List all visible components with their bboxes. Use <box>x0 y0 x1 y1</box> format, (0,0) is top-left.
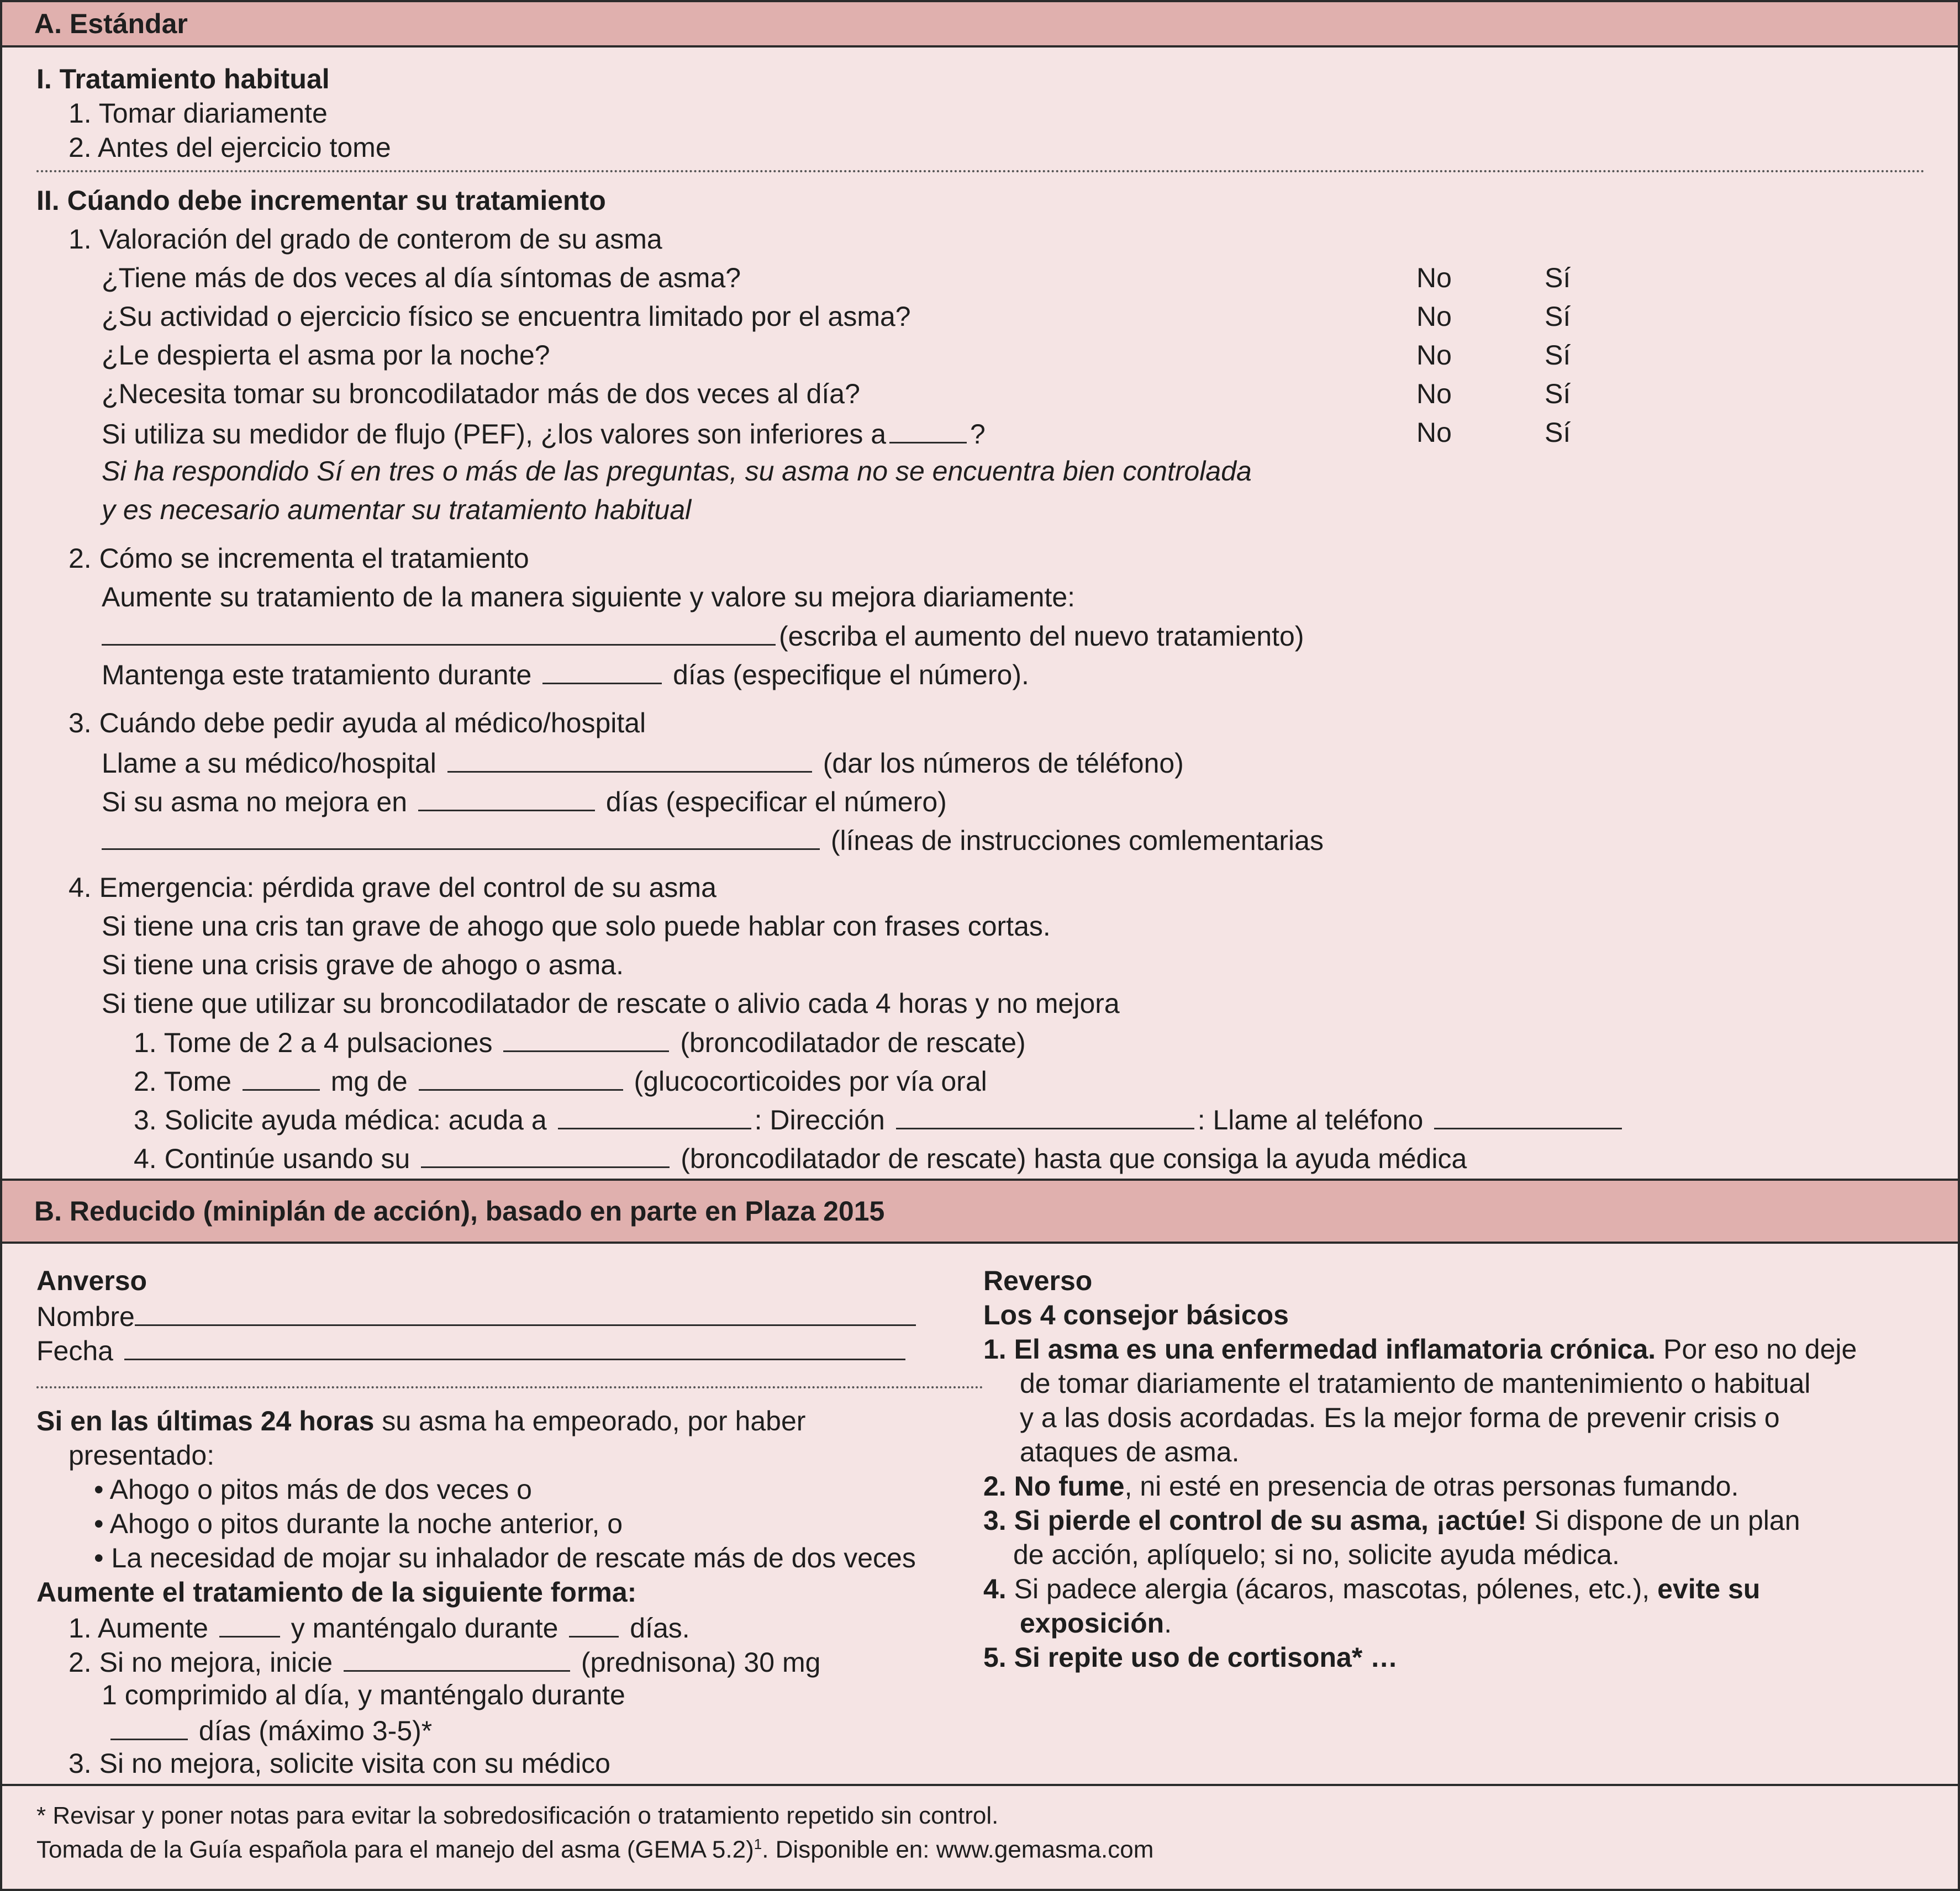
reduced-step-1 <box>69 1613 690 1642</box>
increase-line-1: Aumente su tratamiento de la manera siguiente y valore su mejora diariamente: <box>102 582 1076 612</box>
footer-source <box>36 1837 1153 1862</box>
help-line-2-end: días (especificar el número) <box>605 786 947 817</box>
dotted-divider <box>36 170 1926 172</box>
advice-1-line-3: y a las dosis acordadas. Es la mejor forma de prevenir crisis o <box>1020 1402 1780 1433</box>
reduced-step-3: 3. Si no mejora, solicite visita con su médico <box>69 1748 610 1779</box>
days-blank[interactable] <box>542 659 662 684</box>
help-line-1 <box>102 748 1184 777</box>
question-5 <box>102 419 986 448</box>
name-blank[interactable] <box>135 1301 916 1326</box>
answer-si-4[interactable]: Sí <box>1545 378 1571 409</box>
reduced-step-2 <box>69 1647 820 1676</box>
answer-si-1[interactable]: Sí <box>1545 262 1571 293</box>
date-label: Fecha <box>36 1335 113 1366</box>
advice-2-bold: 2. No fume <box>983 1471 1125 1502</box>
back-title: Reverso <box>983 1265 1093 1296</box>
part-i-item-1: 1. Tomar diariamente <box>69 98 328 129</box>
address-blank[interactable] <box>896 1105 1194 1129</box>
emergency-step-2-end: (glucocorticoides por vía oral <box>634 1066 987 1097</box>
reduced-step-1-mid: y manténgalo durante <box>291 1613 559 1644</box>
answer-no-3[interactable]: No <box>1416 340 1452 371</box>
emergency-phone-blank[interactable] <box>1434 1105 1622 1129</box>
reduced-step-2-end: (prednisona) 30 mg <box>581 1647 821 1678</box>
place-blank[interactable] <box>558 1105 751 1129</box>
increase-blank[interactable] <box>219 1613 280 1638</box>
instructions-blank[interactable] <box>102 825 820 850</box>
help-title: 3. Cuándo debe pedir ayuda al médico/hospital <box>69 707 646 738</box>
increase-line-2 <box>102 621 1304 650</box>
reduced-step-2-text: 2. Si no mejora, inicie <box>69 1647 333 1678</box>
emergency-line-2: Si tiene una crisis grave de ahogo o asma. <box>102 949 624 980</box>
help-line-2 <box>102 786 947 816</box>
dotted-divider-b <box>36 1386 983 1388</box>
emergency-title: 4. Emergencia: pérdida grave del control de su asma <box>69 872 716 903</box>
increase-line-2-text: (escriba el aumento del nuevo tratamiento) <box>779 621 1304 652</box>
name-label: Nombre <box>36 1301 135 1332</box>
section-b-header <box>2 1179 1958 1244</box>
footer-superscript: 1 <box>754 1836 762 1852</box>
worsening-intro <box>36 1407 805 1435</box>
advice-1-line-4: ataques de asma. <box>1020 1436 1240 1467</box>
emergency-step-2-mid: mg de <box>330 1066 408 1097</box>
advice-4-rest: Si padece alergia (ácaros, mascotas, pólenes, etc.), <box>1014 1573 1650 1604</box>
worsening-intro-bold: Si en las últimas 24 horas <box>36 1406 375 1436</box>
help-days-blank[interactable] <box>418 786 595 811</box>
max-days-blank[interactable] <box>110 1715 188 1740</box>
pef-blank[interactable] <box>889 419 967 443</box>
mg-blank[interactable] <box>243 1066 320 1091</box>
question-4: ¿Necesita tomar su broncodilatador más de dos veces al día? <box>102 378 860 409</box>
help-line-1-end: (dar los números de téléfono) <box>823 748 1184 779</box>
advice-3-rest: Si dispone de un plan <box>1534 1505 1800 1536</box>
emergency-line-1: Si tiene una cris tan grave de ahogo que solo puede hablar con frases cortas. <box>102 911 1051 942</box>
assessment-note-2: y es necesario aumentar su tratamiento habitual <box>102 494 692 525</box>
answer-no-4[interactable]: No <box>1416 378 1452 409</box>
emergency-step-1 <box>134 1027 1026 1057</box>
worsening-intro-rest: su asma ha empeorado, por haber <box>382 1406 806 1436</box>
answer-si-5[interactable]: Sí <box>1545 417 1571 448</box>
increase-line-3 <box>102 659 1029 689</box>
advice-3-line-2: de acción, aplíquelo; si no, solicite ayuda médica. <box>1013 1539 1620 1570</box>
advice-5: 5. Si repite uso de cortisona* … <box>983 1642 1398 1673</box>
increase-treatment-title: Aumente el tratamiento de la siguiente forma: <box>36 1577 637 1608</box>
answer-no-2[interactable]: No <box>1416 301 1452 332</box>
reduced-step-1-end: días. <box>630 1613 690 1644</box>
front-title: Anverso <box>36 1265 147 1296</box>
advice-4-number: 4. <box>983 1573 1007 1604</box>
emergency-step-2-text: 2. Tome <box>134 1066 231 1097</box>
section-b-title: B. Reducido (miniplán de acción), basado en parte en Plaza 2015 <box>34 1196 885 1227</box>
emergency-step-3-text: 3. Solicite ayuda médica: acuda a <box>134 1105 547 1135</box>
advice-2 <box>983 1472 1738 1500</box>
footer-source-text: Tomada de la Guía española para el manejo del asma (GEMA 5.2) <box>36 1836 754 1863</box>
rescue-blank[interactable] <box>421 1143 670 1168</box>
advice-title: Los 4 consejor básicos <box>983 1300 1289 1330</box>
reduced-step-2-line-3 <box>110 1715 432 1745</box>
symptom-bullet-3: • La necesidad de mojar su inhalador de rescate más de dos veces <box>94 1543 916 1573</box>
part-i-title: I. Tratamiento habitual <box>36 64 330 94</box>
corticoid-blank[interactable] <box>419 1066 623 1091</box>
answer-si-3[interactable]: Sí <box>1545 340 1571 371</box>
assessment-note-1: Si ha respondido Sí en tres o más de las preguntas, su asma no se encuentra bien controlada <box>102 456 1252 487</box>
symptom-bullet-1: • Ahogo o pitos más de dos veces o <box>94 1474 532 1505</box>
emergency-step-4-end: (broncodilatador de rescate) hasta que consiga la ayuda médica <box>681 1143 1467 1174</box>
advice-3-bold: 3. Si pierde el control de su asma, ¡actúe! <box>983 1505 1527 1536</box>
footer-note: * Revisar y poner notas para evitar la sobredosificación o tratamiento repetido sin control. <box>36 1802 999 1829</box>
increase-title: 2. Cómo se incrementa el tratamiento <box>69 543 529 574</box>
advice-2-rest: , ni esté en presencia de otras personas fumando. <box>1124 1471 1739 1502</box>
section-a-title: A. Estándar <box>34 8 188 39</box>
reduced-step-2-line-2: 1 comprimido al día, y manténgalo durante <box>102 1679 625 1710</box>
answer-no-5[interactable]: No <box>1416 417 1452 448</box>
emergency-step-3 <box>134 1105 1625 1134</box>
advice-1-line-2: de tomar diariamente el tratamiento de mantenimiento o habitual <box>1020 1368 1811 1399</box>
emergency-step-4-text: 4. Continúe usando su <box>134 1143 410 1174</box>
advice-3 <box>983 1507 1800 1534</box>
reduced-step-1-text: 1. Aumente <box>69 1613 208 1644</box>
advice-4-line-2 <box>1020 1609 1172 1637</box>
question-5-mark: ? <box>970 419 986 450</box>
emergency-step-3-mid: : Dirección <box>754 1105 885 1135</box>
name-field <box>36 1301 919 1330</box>
emergency-step-1-text: 1. Tome de 2 a 4 pulsaciones <box>134 1027 493 1058</box>
date-field <box>36 1335 909 1365</box>
emergency-line-3: Si tiene que utilizar su broncodilatador de rescate o alivio cada 4 horas y no mejora <box>102 988 1120 1019</box>
new-treatment-blank[interactable] <box>102 621 776 646</box>
phone-blank[interactable] <box>447 748 812 773</box>
emergency-step-2 <box>134 1066 987 1095</box>
advice-1-rest: Por eso no deje <box>1663 1334 1857 1365</box>
question-2: ¿Su actividad o ejercicio físico se encuentra limitado por el asma? <box>102 301 911 332</box>
reduced-step-2-days: días (máximo 3-5)* <box>198 1715 433 1746</box>
advice-1-bold: 1. El asma es una enfermedad inflamatoria crónica. <box>983 1334 1656 1365</box>
help-line-2-text: Si su asma no mejora en <box>102 786 408 817</box>
footer-divider <box>2 1784 1958 1786</box>
date-blank[interactable] <box>124 1335 905 1360</box>
assessment-title: 1. Valoración del grado de conterom de su asma <box>69 224 662 255</box>
increase-line-3-end: días (especifique el número). <box>673 659 1029 690</box>
advice-4-end: . <box>1164 1608 1172 1639</box>
prednisone-blank[interactable] <box>344 1647 570 1672</box>
question-1: ¿Tiene más de dos veces al día síntomas de asma? <box>102 262 741 293</box>
advice-4-bold: evite su <box>1657 1573 1761 1604</box>
emergency-step-4 <box>134 1143 1467 1172</box>
question-3: ¿Le despierta el asma por la noche? <box>102 340 550 371</box>
advice-1 <box>983 1335 1857 1363</box>
symptom-bullet-2: • Ahogo o pitos durante la noche anterior, o <box>94 1508 623 1539</box>
part-ii-title: II. Cúando debe incrementar su tratamiento <box>36 185 606 216</box>
help-line-1-text: Llame a su médico/hospital <box>102 748 436 779</box>
part-i-item-2: 2. Antes del ejercicio tome <box>69 132 391 163</box>
section-a-header <box>2 2 1958 47</box>
footer-source-end: . Disponible en: www.gemasma.com <box>762 1836 1154 1863</box>
puffs-blank[interactable] <box>503 1027 669 1052</box>
emergency-step-1-end: (broncodilatador de rescate) <box>680 1027 1026 1058</box>
emergency-step-3-end: : Llame al teléfono <box>1197 1105 1424 1135</box>
answer-si-2[interactable]: Sí <box>1545 301 1571 332</box>
question-5-text: Si utiliza su medidor de flujo (PEF), ¿los valores son inferiores a <box>102 419 887 450</box>
answer-no-1[interactable]: No <box>1416 262 1452 293</box>
increase-line-3-text: Mantenga este tratamiento durante <box>102 659 532 690</box>
reduced-days-blank[interactable] <box>569 1613 619 1638</box>
advice-4-bold-2: exposición <box>1020 1608 1165 1639</box>
worsening-intro-2: presentado: <box>69 1440 215 1471</box>
advice-4 <box>983 1575 1760 1603</box>
help-line-3-text: (líneas de instrucciones comlementarias <box>830 825 1324 856</box>
help-line-3 <box>102 825 1324 854</box>
